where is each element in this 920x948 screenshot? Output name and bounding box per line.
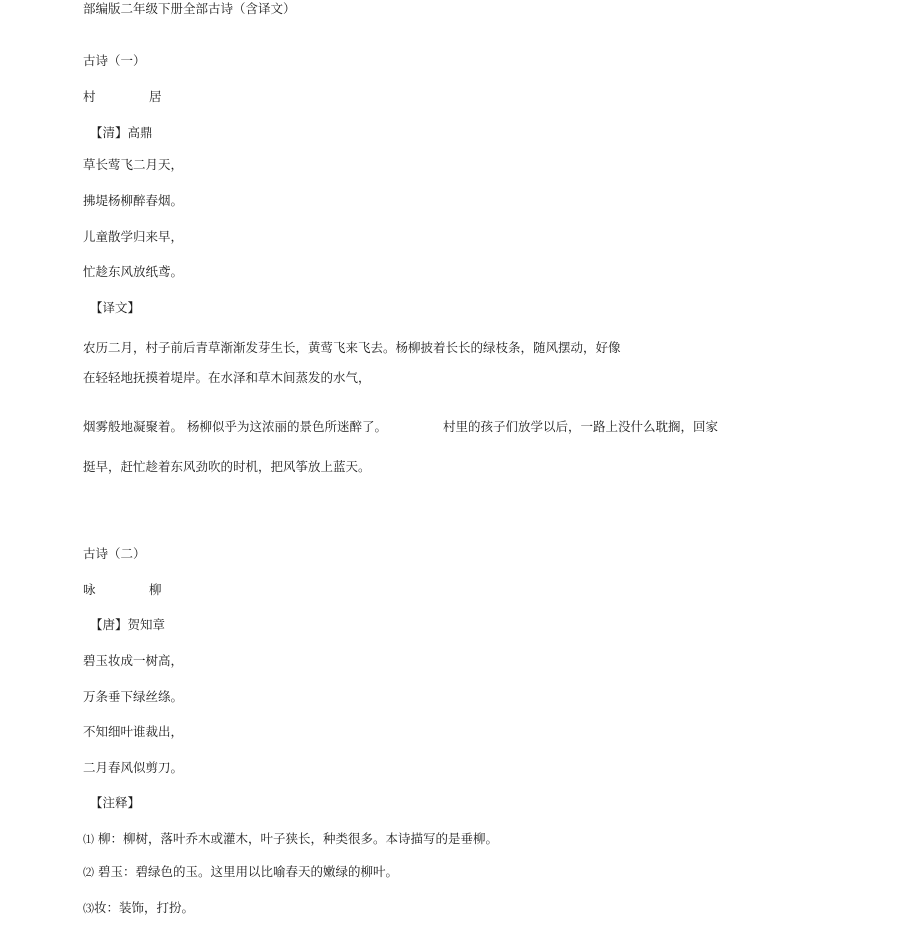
- note-marker: ⑶: [83, 902, 94, 915]
- poem-title-char: 柳: [149, 582, 162, 597]
- poem-line: 万条垂下绿丝绦。: [83, 689, 184, 704]
- poem-line: 不知细叶谁裁出，: [83, 724, 184, 739]
- poem-title-char: 咏: [83, 582, 96, 597]
- note-item: [83, 831, 498, 848]
- translation-segment: 烟雾般地凝聚着。 杨柳似乎为这浓丽的景色所迷醉了。: [83, 419, 387, 434]
- poem-title-1: [83, 89, 162, 105]
- section-heading-2: 古诗（二）: [83, 546, 146, 561]
- poem-line: 二月春风似剪刀。: [83, 760, 184, 775]
- poem-line: 碧玉妆成一树高，: [83, 653, 184, 668]
- translation-line: 挺早，赶忙趁着东风劲吹的时机，把风筝放上蓝天。: [83, 459, 371, 474]
- poem-line: 儿童散学归来早，: [83, 229, 184, 244]
- poem-line: 拂堤杨柳醉春烟。: [83, 193, 184, 208]
- translation-line: 农历二月，村子前后青草渐渐发芽生长，黄莺飞来飞去。杨柳披着长长的绿枝条，随风摆动，好像: [83, 340, 621, 355]
- note-marker: ⑴: [83, 833, 94, 846]
- translation-heading: 【译文】: [90, 300, 141, 315]
- poem-author-1: 【清】高鼎: [90, 125, 153, 140]
- translation-segment: 村里的孩子们放学以后，一路上没什么耽搁，回家: [442, 419, 718, 434]
- poem-line: 忙趁东风放纸鸢。: [83, 264, 184, 279]
- note-marker: ⑵: [83, 866, 94, 879]
- translation-line: 在轻轻地抚摸着堤岸。在水泽和草木间蒸发的水气，: [83, 370, 371, 385]
- document-title: 部编版二年级下册全部古诗（含译文）: [83, 1, 296, 16]
- section-heading-1: 古诗（一）: [83, 53, 146, 68]
- poem-author-2: 【唐】贺知章: [90, 617, 166, 632]
- note-item: [83, 864, 398, 881]
- note-text: 妆：装饰，打扮。: [94, 900, 195, 915]
- notes-heading: 【注释】: [90, 795, 141, 810]
- note-text: 碧玉：碧绿色的玉。这里用以比喻春天的嫩绿的柳叶。: [97, 864, 398, 879]
- poem-line: 草长莺飞二月天，: [83, 157, 184, 172]
- note-item: [83, 900, 194, 917]
- poem-title-char: 居: [149, 89, 162, 104]
- translation-line: [83, 419, 718, 435]
- poem-title-2: [83, 582, 162, 598]
- note-text: 柳：柳树，落叶乔木或灌木，叶子狭长，种类很多。本诗描写的是垂柳。: [97, 831, 498, 846]
- poem-title-char: 村: [83, 89, 96, 104]
